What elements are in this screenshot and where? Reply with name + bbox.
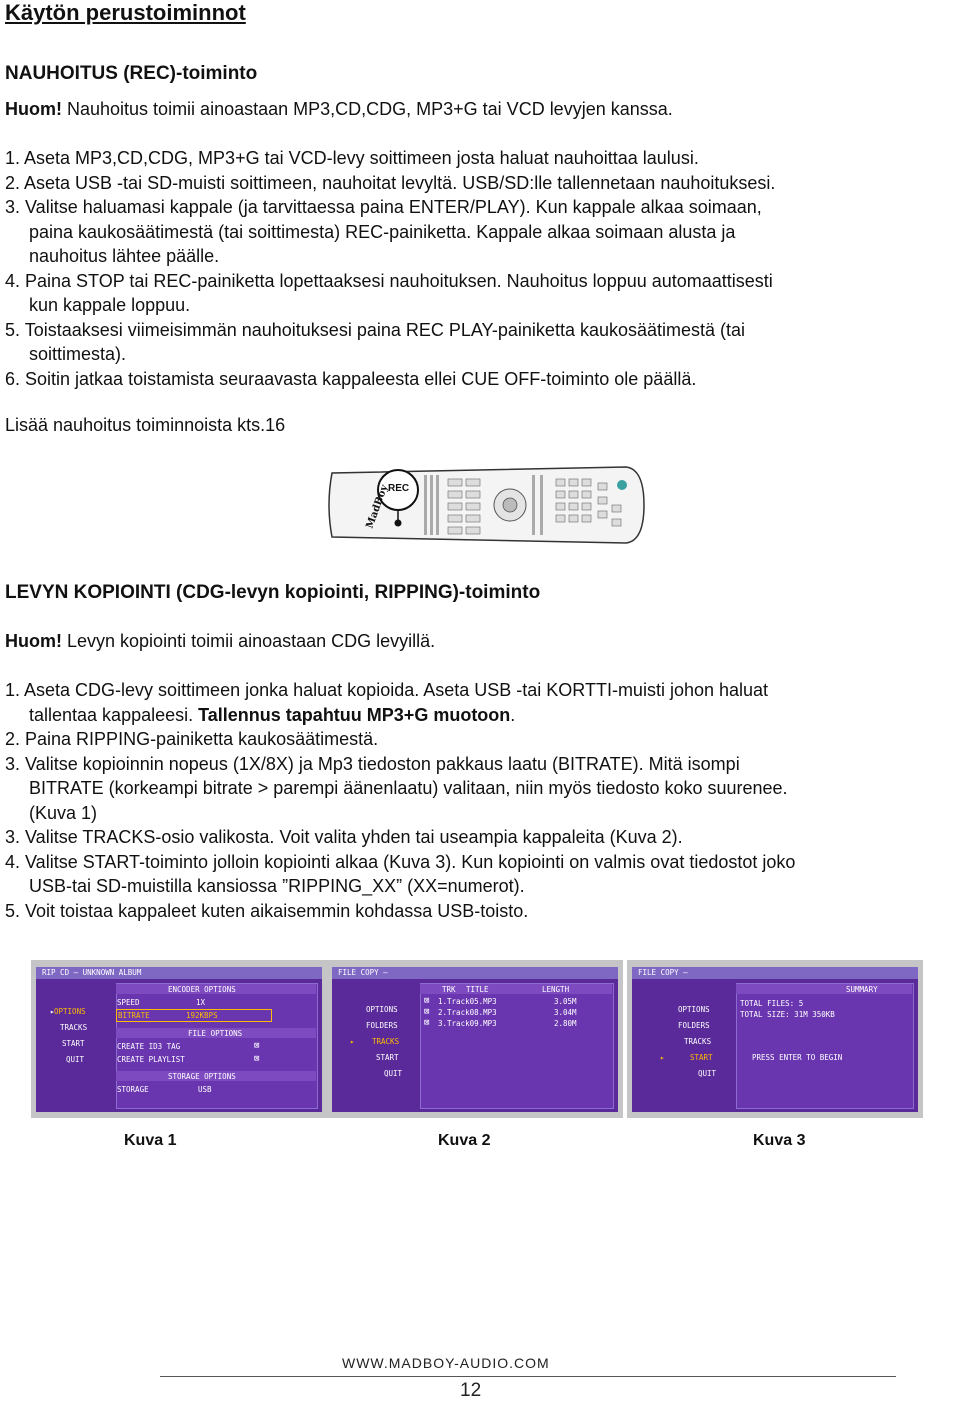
checkbox-icon: ⊠ xyxy=(254,1054,260,1064)
screen-section-header xyxy=(736,984,912,994)
column-header: LENGTH xyxy=(542,985,570,994)
checkbox-icon: ⊠ xyxy=(254,1041,260,1051)
screen-menu-item: QUIT xyxy=(698,1069,717,1078)
screen-menu-arrow: ▸ xyxy=(660,1053,665,1062)
id3-tag-label: CREATE ID3 TAG xyxy=(117,1042,181,1051)
remote-control-illustration xyxy=(326,465,646,545)
rec-step-line: nauhoitus lähtee päälle. xyxy=(29,246,220,266)
page-title: Käytön perustoiminnot xyxy=(5,0,246,25)
screenshot-summary xyxy=(627,960,923,1118)
screenshot-rip-options xyxy=(31,960,327,1118)
column-header: TRK xyxy=(442,985,456,994)
rec-step-line: paina kaukosäätimestä (tai soittimesta) REC-painiketta. Kappale alkaa soimaan alusta ja xyxy=(29,221,736,242)
rec-step-line: 6. Soitin jatkaa toistamista seuraavasta kappaleesta ellei CUE OFF-toiminto ole päällä. xyxy=(5,368,697,389)
rec-note-text: Nauhoitus toimii ainoastaan MP3,CD,CDG, MP3+G tai VCD levyjen kanssa. xyxy=(62,99,673,119)
screen-menu-item: START xyxy=(690,1053,713,1062)
rec-note xyxy=(5,97,673,122)
screen-menu-item: TRACKS xyxy=(684,1037,712,1046)
screen-title-bar: FILE COPY – xyxy=(332,967,618,979)
screen-menu-item: FOLDERS xyxy=(678,1021,710,1030)
rec-step-line: 2. Aseta USB -tai SD-muisti soittimeen, nauhoitat levyltä. USB/SD:lle tallennetaan nauhoituksesi. xyxy=(5,172,776,193)
footer-divider xyxy=(160,1376,896,1377)
rec-button-label: REC xyxy=(388,483,410,494)
rip-step-line: BITRATE (korkeampi bitrate > parempi äänenlaatu) valitaan, niin myös tiedosto koko suurenee. xyxy=(29,778,788,798)
rip-step-line: 3. Valitse kopioinnin nopeus (1X/8X) ja Mp3 tiedoston pakkaus laatu (BITRATE). Mitä isompi xyxy=(5,753,740,774)
press-enter-prompt: PRESS ENTER TO BEGIN xyxy=(752,1053,843,1062)
storage-label: STORAGE xyxy=(117,1085,149,1094)
storage-options-header: STORAGE OPTIONS xyxy=(168,1072,236,1081)
footer-url: WWW.MADBOY-AUDIO.COM xyxy=(342,1355,550,1371)
screen-menu-arrow: ▸ xyxy=(50,1007,55,1016)
remote-brand-logo: MadBoy xyxy=(364,483,391,531)
screen-menu-item: OPTIONS xyxy=(54,1007,86,1016)
track-title: 1.Track05.MP3 xyxy=(438,997,497,1006)
rip-step-line: 4. Valitse START-toiminto jolloin kopiointi alkaa (Kuva 3). Kun kopiointi on valmis ovat tiedostot joko xyxy=(5,851,796,872)
screen-menu-item: START xyxy=(62,1039,85,1048)
rec-note-label: Huom! xyxy=(5,99,62,119)
track-title: 3.Track09.MP3 xyxy=(438,1019,497,1028)
rip-heading: LEVYN KOPIOINTI (CDG-levyn kopiointi, RIPPING)-toiminto xyxy=(5,582,541,603)
rip-format-note: Tallennus tapahtuu MP3+G muotoon xyxy=(198,704,511,725)
bitrate-value: 192KBPS xyxy=(186,1011,218,1020)
encoder-options-header: ENCODER OPTIONS xyxy=(168,985,236,994)
total-files: TOTAL FILES: 5 xyxy=(740,999,804,1008)
screen-title-bar: RIP CD – UNKNOWN ALBUM xyxy=(36,967,322,979)
column-header: TITLE xyxy=(466,985,489,994)
track-length: 2.80M xyxy=(554,1019,577,1028)
speed-value: 1X xyxy=(196,998,206,1007)
screen-menu-item: FOLDERS xyxy=(366,1021,398,1030)
rip-note xyxy=(5,629,435,654)
screen-menu-item: TRACKS xyxy=(372,1037,400,1046)
rip-step-line xyxy=(29,703,515,728)
screen-menu-item: START xyxy=(376,1053,399,1062)
checkbox-icon: ⊠ xyxy=(424,1007,430,1017)
rip-note-text: Levyn kopiointi toimii ainoastaan CDG levyillä. xyxy=(62,631,436,651)
checkbox-icon: ⊠ xyxy=(424,996,430,1006)
rec-heading: NAUHOITUS (REC)-toiminto xyxy=(5,63,258,84)
summary-header: SUMMARY xyxy=(846,985,878,994)
screen-title-bar: FILE COPY – xyxy=(632,967,918,979)
file-options-header: FILE OPTIONS xyxy=(188,1029,243,1038)
screen-display xyxy=(332,967,618,1112)
track-length: 3.05M xyxy=(554,997,577,1006)
checkbox-icon: ⊠ xyxy=(424,1018,430,1028)
figure-caption: Kuva 2 xyxy=(438,1132,491,1149)
screen-display xyxy=(36,967,322,1112)
rec-step-line: soittimesta). xyxy=(29,344,127,364)
screen-menu-item: QUIT xyxy=(66,1055,85,1064)
playlist-label: CREATE PLAYLIST xyxy=(117,1055,185,1064)
rip-step-text: tallentaa kappaleesi. xyxy=(29,704,199,725)
figure-caption: Kuva 3 xyxy=(753,1132,806,1149)
rip-note-label: Huom! xyxy=(5,631,62,651)
bitrate-label: BITRATE xyxy=(118,1011,150,1020)
rec-step-line: kun kappale loppuu. xyxy=(29,295,191,315)
rip-step-line: USB-tai SD-muistilla kansiossa ”RIPPING_XX” (XX=numerot). xyxy=(29,876,525,896)
figure-caption: Kuva 1 xyxy=(124,1132,177,1149)
rip-step-text: . xyxy=(510,704,516,725)
rec-step-line: 1. Aseta MP3,CD,CDG, MP3+G tai VCD-levy soittimeen josta haluat nauhoittaa laulusi. xyxy=(5,148,699,168)
rip-step-line: (Kuva 1) xyxy=(29,802,98,823)
storage-value: USB xyxy=(198,1085,212,1094)
screen-menu-item: OPTIONS xyxy=(678,1005,710,1014)
rec-more-info: Lisää nauhoitus toiminnoista kts.16 xyxy=(5,415,286,435)
rip-step-line: 5. Voit toistaa kappaleet kuten aikaisemmin kohdassa USB-toisto. xyxy=(5,900,529,921)
screen-menu-item: OPTIONS xyxy=(366,1005,398,1014)
screen-display xyxy=(632,967,918,1112)
screen-menu-item: QUIT xyxy=(384,1069,403,1078)
rec-step-line: 4. Paina STOP tai REC-painiketta lopettaaksesi nauhoituksen. Nauhoitus loppuu automaattisesti xyxy=(5,270,773,291)
rip-step-line: 3. Valitse TRACKS-osio valikosta. Voit valita yhden tai useampia kappaleita (Kuva 2). xyxy=(5,827,683,847)
rec-step-line: 3. Valitse haluamasi kappale (ja tarvittaessa paina ENTER/PLAY). Kun kappale alkaa soimaan, xyxy=(5,197,762,217)
speed-label: SPEED xyxy=(117,998,140,1007)
rip-step-line: 1. Aseta CDG-levy soittimeen jonka haluat kopioida. Aseta USB -tai KORTTI-muisti johon haluat xyxy=(5,680,769,700)
rip-step-line: 2. Paina RIPPING-painiketta kaukosäätimestä. xyxy=(5,729,379,749)
track-title: 2.Track08.MP3 xyxy=(438,1008,497,1017)
total-size: TOTAL SIZE: 31M 350KB xyxy=(740,1010,835,1019)
rec-step-line: 5. Toistaaksesi viimeisimmän nauhoituksesi paina REC PLAY-painiketta kaukosäätimestä (tai xyxy=(5,319,746,340)
track-length: 3.04M xyxy=(554,1008,577,1017)
page-number: 12 xyxy=(460,1380,482,1401)
screenshot-track-selection xyxy=(327,960,623,1118)
screen-menu-item: TRACKS xyxy=(60,1023,88,1032)
screen-menu-arrow: ▸ xyxy=(350,1037,355,1046)
